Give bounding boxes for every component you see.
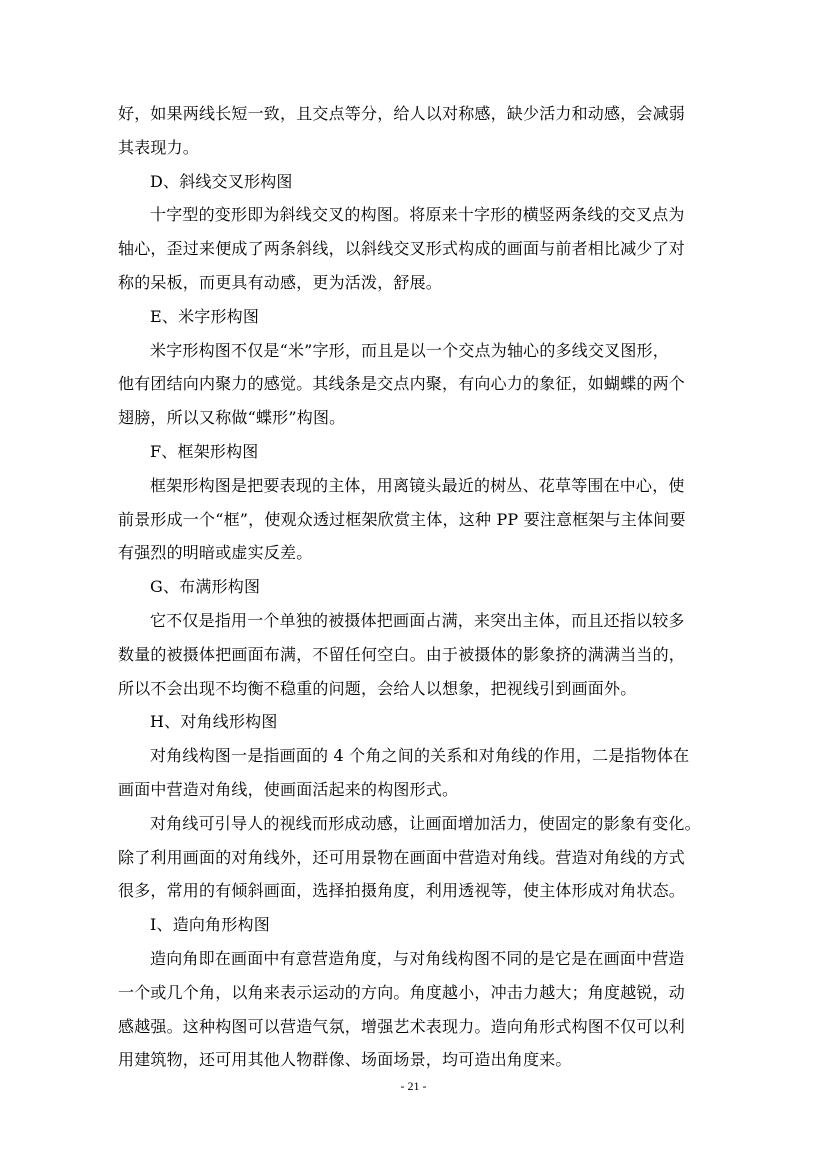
section-heading: I、造向角形构图 — [150, 915, 270, 935]
text-line: 造向角即在画面中有意营造角度，与对角线构图不同的是它是在画面中营造 — [150, 948, 685, 968]
section-heading: E、米字形构图 — [150, 306, 260, 326]
text-line: 称的呆板，而更具有动感，更为活泼，舒展。 — [118, 272, 443, 292]
section-heading: F、框架形构图 — [150, 441, 259, 461]
section-heading: D、斜线交叉形构图 — [150, 171, 293, 191]
document-body — [118, 97, 715, 1077]
text-line: 轴心，歪过来便成了两条斜线，以斜线交叉形式构成的画面与前者相比减少了对 — [118, 239, 686, 259]
text-line: 十字型的变形即为斜线交叉的构图。将原来十字形的横竖两条线的交叉点为 — [150, 205, 685, 225]
text-line: 其表现力。 — [118, 137, 200, 157]
text-line: 很多，常用的有倾斜画面，选择拍摄角度，利用透视等，使主体形成对角状态。 — [118, 881, 686, 901]
text-line: 前景形成一个“框”，使观众透过框架欣赏主体，这种 PP 要注意框架与主体间要 — [118, 509, 686, 529]
text-line: 框架形构图是把要表现的主体，用离镜头最近的树丛、花草等围在中心，使 — [150, 475, 685, 495]
text-line: 用建筑物，还可用其他人物群像、场面场景，均可造出角度来。 — [118, 1050, 572, 1070]
text-line: 数量的被摄体把画面布满，不留任何空白。由于被摄体的影象挤的满满当当的， — [118, 644, 686, 664]
text-line: 有强烈的明暗或虚实反差。 — [118, 543, 313, 563]
text-line: 对角线可引导人的视线而形成动感，让画面增加活力，使固定的影象有变化。 — [150, 813, 701, 833]
text-line: 感越强。这种构图可以营造气氛，增强艺术表现力。造向角形式构图不仅可以利 — [118, 1016, 686, 1036]
text-line: 米字形构图不仅是“米”字形，而且是以一个交点为轴心的多线交叉图形， — [150, 340, 669, 360]
text-line: 一个或几个角，以角来表示运动的方向。角度越小，冲击力越大；角度越锐，动 — [118, 982, 686, 1002]
text-line: 他有团结向内聚力的感觉。其线条是交点内聚，有向心力的象征，如蝴蝶的两个 — [118, 374, 686, 394]
page-number: - 21 - — [400, 1079, 427, 1093]
text-line: 好，如果两线长短一致，且交点等分，给人以对称感，缺少活力和动感，会减弱 — [118, 104, 686, 123]
section-heading: H、对角线形构图 — [150, 712, 278, 732]
text-line: 除了利用画面的对角线外，还可用景物在画面中营造对角线。营造对角线的方式 — [118, 847, 686, 867]
section-heading: G、布满形构图 — [150, 577, 261, 597]
text-line: 所以不会出现不均衡不稳重的问题，会给人以想象，把视线引到画面外。 — [118, 678, 637, 698]
text-line: 它不仅是指用一个单独的被摄体把画面占满，来突出主体，而且还指以较多 — [150, 610, 685, 630]
text-line: 翅膀，所以又称做“蝶形”构图。 — [118, 408, 346, 428]
text-line: 画面中营造对角线，使画面活起来的构图形式。 — [118, 779, 459, 799]
text-line: 对角线构图一是指画面的 4 个角之间的关系和对角线的作用，二是指物体在 — [150, 746, 690, 766]
